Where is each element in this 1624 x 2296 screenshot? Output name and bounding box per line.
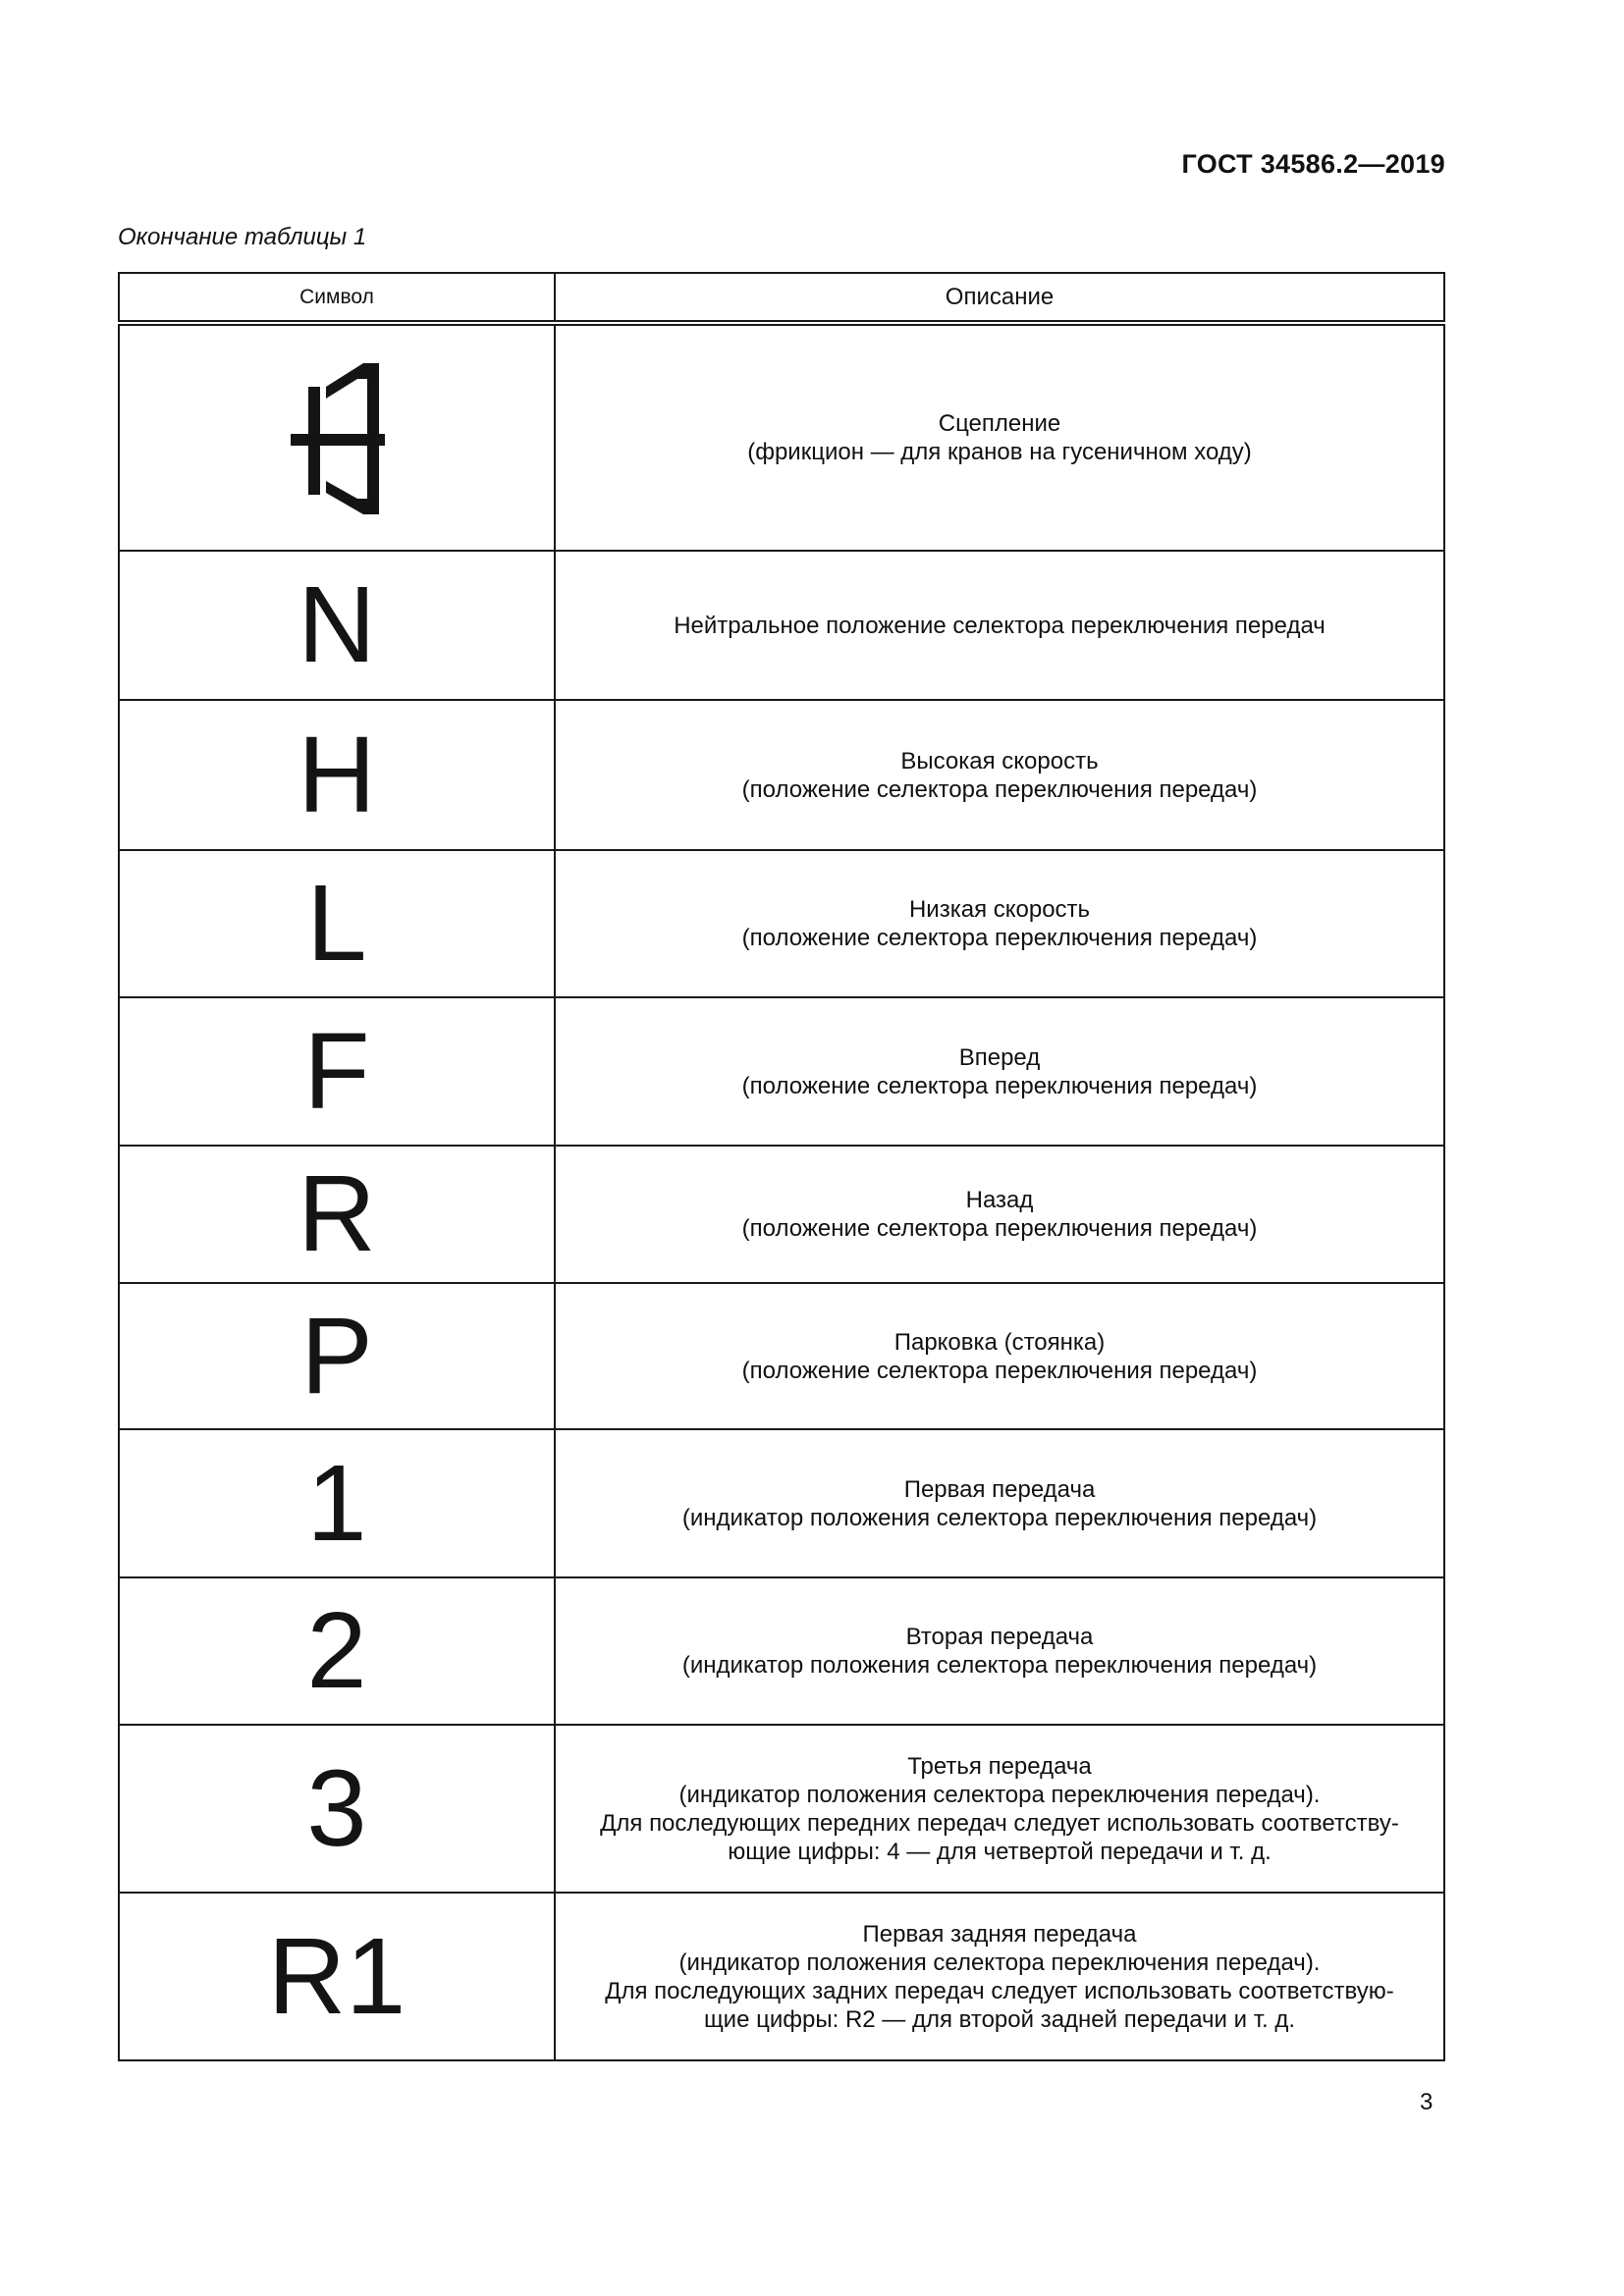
description-line: ющие цифры: 4 — для четвертой передачи и т. д.	[728, 1838, 1272, 1865]
description-line: Первая передача	[903, 1475, 1096, 1503]
description-cell	[555, 850, 1444, 997]
description-line: Третья передача	[907, 1752, 1092, 1780]
table-row	[119, 997, 1444, 1146]
description-line: Низкая скорость	[908, 896, 1091, 923]
table-row	[119, 1283, 1444, 1429]
description-line: Вперед	[958, 1043, 1041, 1071]
symbol-cell: 2	[119, 1577, 555, 1725]
description-line: Сцепление	[938, 410, 1061, 437]
description-line: (положение селектора переключения передач)	[741, 1357, 1258, 1384]
symbol-cell: 1	[119, 1429, 555, 1577]
description-line: (индикатор положения селектора переключения передач).	[678, 1949, 1321, 1976]
clutch-icon	[283, 349, 391, 526]
table-header-row	[119, 273, 1444, 323]
symbol-cell	[119, 323, 555, 551]
column-header-description: Описание	[555, 273, 1444, 323]
table-row	[119, 1893, 1444, 2060]
description-cell	[555, 1146, 1444, 1283]
description-line: (индикатор положения селектора переключения передач)	[681, 1504, 1318, 1531]
symbol-cell: R	[119, 1146, 555, 1283]
description-line: (положение селектора переключения передач)	[741, 1072, 1258, 1099]
description-cell	[555, 1893, 1444, 2060]
description-line: Первая задняя передача	[862, 1920, 1137, 1948]
description-cell	[555, 1283, 1444, 1429]
description-line: щие цифры: R2 — для второй задней передачи и т. д.	[703, 2005, 1296, 2033]
description-line: (индикатор положения селектора переключения передач)	[681, 1652, 1318, 1679]
description-cell	[555, 997, 1444, 1146]
description-line: Высокая скорость	[900, 747, 1099, 774]
table-row	[119, 850, 1444, 997]
description-cell	[555, 1429, 1444, 1577]
column-header-symbol: Символ	[119, 273, 555, 323]
description-cell	[555, 700, 1444, 850]
description-line: (фрикцион — для кранов на гусеничном ходу)	[747, 439, 1252, 465]
description-cell	[555, 1577, 1444, 1725]
document-code: ГОСТ 34586.2—2019	[1181, 149, 1445, 179]
table-caption: Окончание таблицы 1	[118, 224, 367, 250]
table-row	[119, 1577, 1444, 1725]
table-row	[119, 700, 1444, 850]
table-row	[119, 1725, 1444, 1893]
description-line: Для последующих передних передач следует использовать соответству-	[600, 1809, 1399, 1837]
symbol-cell: H	[119, 700, 555, 850]
page-number: 3	[1420, 2089, 1434, 2115]
description-line: (положение селектора переключения передач)	[741, 1215, 1258, 1242]
table-row	[119, 1429, 1444, 1577]
description-line: Парковка (стоянка)	[893, 1328, 1106, 1356]
symbol-cell: L	[119, 850, 555, 997]
table-row	[119, 551, 1444, 700]
symbol-cell: P	[119, 1283, 555, 1429]
symbol-cell: 3	[119, 1725, 555, 1893]
description-cell	[555, 1725, 1444, 1893]
description-line: (положение селектора переключения передач)	[741, 925, 1258, 951]
description-line: Назад	[965, 1187, 1034, 1213]
description-line: (индикатор положения селектора переключения передач).	[678, 1781, 1321, 1808]
description-line: Для последующих задних передач следует использовать соответствую-	[605, 1977, 1394, 2004]
description-line: Вторая передача	[905, 1624, 1094, 1650]
description-line: Нейтральное положение селектора переключения передач	[674, 612, 1326, 639]
description-line: (положение селектора переключения передач)	[741, 775, 1258, 803]
symbol-cell: R1	[119, 1893, 555, 2060]
symbol-cell: F	[119, 997, 555, 1146]
table-row	[119, 1146, 1444, 1283]
symbol-cell: N	[119, 551, 555, 700]
symbols-table	[118, 272, 1445, 2061]
description-cell	[555, 551, 1444, 700]
description-cell	[555, 323, 1444, 551]
table-row	[119, 323, 1444, 551]
